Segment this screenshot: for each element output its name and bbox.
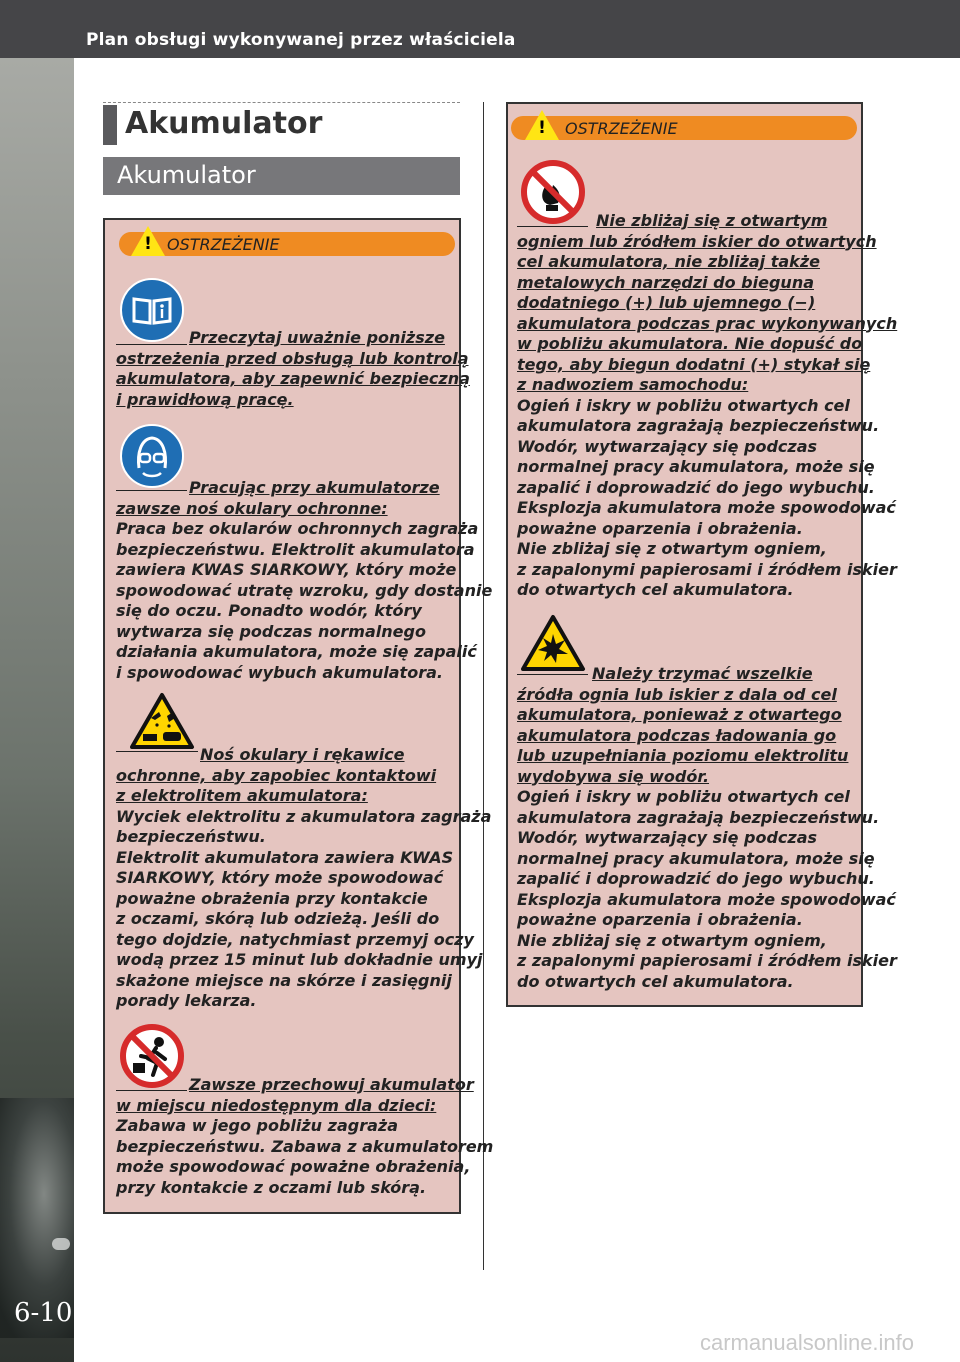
corrosive-warning-icon <box>129 692 195 750</box>
header-title: Plan obsługi wykonywanej przez właściciela <box>86 30 516 50</box>
sidebar-photo <box>0 58 74 1362</box>
warning-heading: Zawsze przechowuj akumulator <box>189 1075 474 1094</box>
warning-body: normalnej pracy akumulatora, może się <box>517 848 875 868</box>
warning-heading: źródła ognia lub iskier z dala od cel <box>517 684 837 704</box>
column-divider <box>483 102 484 1270</box>
warning-heading: z elektrolitem akumulatora: <box>116 786 368 805</box>
warning-body: poważne oparzenia i obrażenia. <box>517 910 803 929</box>
warning-heading: w miejscu niedostępnym dla dzieci: <box>116 1095 437 1115</box>
warning-body: do otwartych cel akumulatora. <box>517 971 794 991</box>
warning-box-right <box>506 102 898 1007</box>
icon-underline <box>116 344 187 345</box>
warning-body: tego dojdzie, natychmiast przemyj oczy <box>116 929 474 949</box>
warning-heading: Noś okulary i rękawice <box>200 745 405 764</box>
warning-body: Eksplozja akumulatora może spowodować <box>517 889 896 909</box>
page-number: 6-10 <box>14 1298 73 1328</box>
warning-body: z oczami, skórą lub odzieżą. Jeśli do <box>116 909 440 928</box>
icon-underline <box>116 490 187 491</box>
warning-body: zapalić i doprowadzić do jego wybuchu. <box>517 869 875 888</box>
warning-heading: Pracując przy akumulatorze <box>189 478 440 497</box>
icon-underline <box>517 674 588 675</box>
warning-header <box>119 232 455 256</box>
warning-body: bezpieczeństwu. <box>116 827 266 846</box>
warning-body: przy kontakcie z oczami lub skórą. <box>116 1177 427 1197</box>
warning-heading: akumulatora, ponieważ z otwartego <box>517 705 842 724</box>
car-headlight <box>52 1238 70 1250</box>
warning-body: akumulatora zagrażają bezpieczeństwu. <box>517 807 880 827</box>
warning-heading: akumulatora podczas prac wykonywanych <box>517 313 898 333</box>
warning-heading: metalowych narzędzi do bieguna <box>517 272 814 292</box>
subsection-heading <box>103 157 460 195</box>
warning-body: Wodór, wytwarzający się podczas <box>517 436 818 456</box>
warning-body: wytwarza się podczas normalnego <box>116 621 426 641</box>
warning-body: zawiera KWAS SIARKOWY, który może <box>116 560 457 579</box>
warning-heading: zawsze noś okulary ochronne: <box>116 498 388 518</box>
warning-body: do otwartych cel akumulatora. <box>517 580 794 599</box>
warning-body: Ogień i iskry w pobliżu otwartych cel <box>517 787 850 806</box>
warning-body: spowodować utratę wzroku, gdy dostanie <box>116 580 493 600</box>
warning-label: OSTRZEŻENIE <box>167 235 280 254</box>
warning-body: poważne obrażenia przy kontakcie <box>116 888 428 908</box>
warning-heading: ogniem lub źródłem iskier do otwartych <box>517 231 877 251</box>
warning-body: SIARKOWY, który może spowodować <box>116 868 444 887</box>
icon-underline <box>116 751 198 752</box>
warning-body: porady lekarza. <box>116 991 257 1010</box>
warning-body: zapalić i doprowadzić do jego wybuchu. <box>517 477 875 497</box>
keep-away-from-children-icon <box>119 1023 185 1089</box>
warning-body: Zabawa w jego pobliżu zagraża <box>116 1116 398 1135</box>
warning-heading: Nie zbliżaj się z otwartym <box>596 211 828 230</box>
warning-heading: ochronne, aby zapobiec kontaktowi <box>116 765 437 785</box>
warning-heading: wydobywa się wodór. <box>517 766 710 786</box>
warning-body: skażone miejsce na skórze i zasięgnij <box>116 970 452 990</box>
warning-body: poważne oparzenia i obrażenia. <box>517 518 803 538</box>
warning-heading: z nadwoziem samochodu: <box>517 375 749 394</box>
warning-body: Nie zbliżaj się z otwartym ogniem, <box>517 930 827 950</box>
warning-body: Wyciek elektrolitu z akumulatora zagraża <box>116 806 492 826</box>
warning-body: Praca bez okularów ochronnych zagraża <box>116 519 479 538</box>
warning-heading: w pobliżu akumulatora. Nie dopuść do <box>517 334 863 353</box>
warning-heading: lub uzupełniania poziomu elektrolitu <box>517 746 849 765</box>
warning-body: z zapalonymi papierosami i źródłem iskier <box>517 559 897 579</box>
warning-body: akumulatora zagrażają bezpieczeństwu. <box>517 416 880 435</box>
warning-body: bezpieczeństwu. Elektrolit akumulatora <box>116 539 475 559</box>
section-accent-bar <box>103 105 117 145</box>
warning-body: bezpieczeństwu. Zabawa z akumulatorem <box>116 1136 494 1156</box>
warning-body: Nie zbliżaj się z otwartym ogniem, <box>517 539 827 558</box>
warning-body: i spowodować wybuch akumulatora. <box>116 662 443 682</box>
section-title: Akumulator <box>125 106 323 141</box>
header-bar <box>0 0 960 58</box>
section-heading <box>103 102 460 146</box>
read-manual-icon <box>119 277 185 343</box>
warning-body: może spowodować poważne obrażenia, <box>116 1157 471 1176</box>
exclamation-icon: ! <box>538 118 546 138</box>
warning-heading: tego, aby biegun dodatni (+) stykał się <box>517 354 871 374</box>
warning-body: działania akumulatora, może się zapalić <box>116 642 477 661</box>
warning-heading: akumulatora podczas ładowania go <box>517 725 837 745</box>
warning-heading: Przeczytaj uważnie poniższe <box>189 328 445 347</box>
warning-heading: Należy trzymać wszelkie <box>592 664 813 683</box>
safety-goggles-icon <box>119 423 185 489</box>
warning-body: wodą przez 15 minut lub dokładnie umyj <box>116 950 483 969</box>
no-open-flame-icon <box>520 159 586 225</box>
warning-header <box>511 116 857 140</box>
section-divider <box>103 102 460 103</box>
warning-heading: i prawidłową pracę. <box>116 389 294 409</box>
explosion-warning-icon <box>520 614 586 672</box>
warning-body: z zapalonymi papierosami i źródłem iskier <box>517 951 897 970</box>
icon-underline <box>517 226 588 227</box>
warning-heading: dodatniego (+) lub ujemnego (−) <box>517 293 816 312</box>
watermark: carmanualsonline.info <box>700 1330 915 1355</box>
warning-label: OSTRZEŻENIE <box>565 119 678 138</box>
warning-body: Eksplozja akumulatora może spowodować <box>517 498 896 517</box>
warning-box-left <box>103 218 494 1214</box>
warning-heading: akumulatora, aby zapewnić bezpieczną <box>116 369 470 388</box>
exclamation-icon: ! <box>144 234 152 254</box>
warning-heading: ostrzeżenia przed obsługą lub kontrolą <box>116 348 469 368</box>
warning-heading: cel akumulatora, nie zbliżaj także <box>517 252 820 271</box>
warning-body: Ogień i iskry w pobliżu otwartych cel <box>517 395 850 415</box>
warning-body: Wodór, wytwarzający się podczas <box>517 828 818 847</box>
icon-underline <box>116 1090 187 1091</box>
warning-body: normalnej pracy akumulatora, może się <box>517 457 875 476</box>
subsection-title: Akumulator <box>117 161 256 189</box>
warning-body: się do oczu. Ponadto wodór, który <box>116 601 422 620</box>
warning-body: Elektrolit akumulatora zawiera KWAS <box>116 847 454 867</box>
